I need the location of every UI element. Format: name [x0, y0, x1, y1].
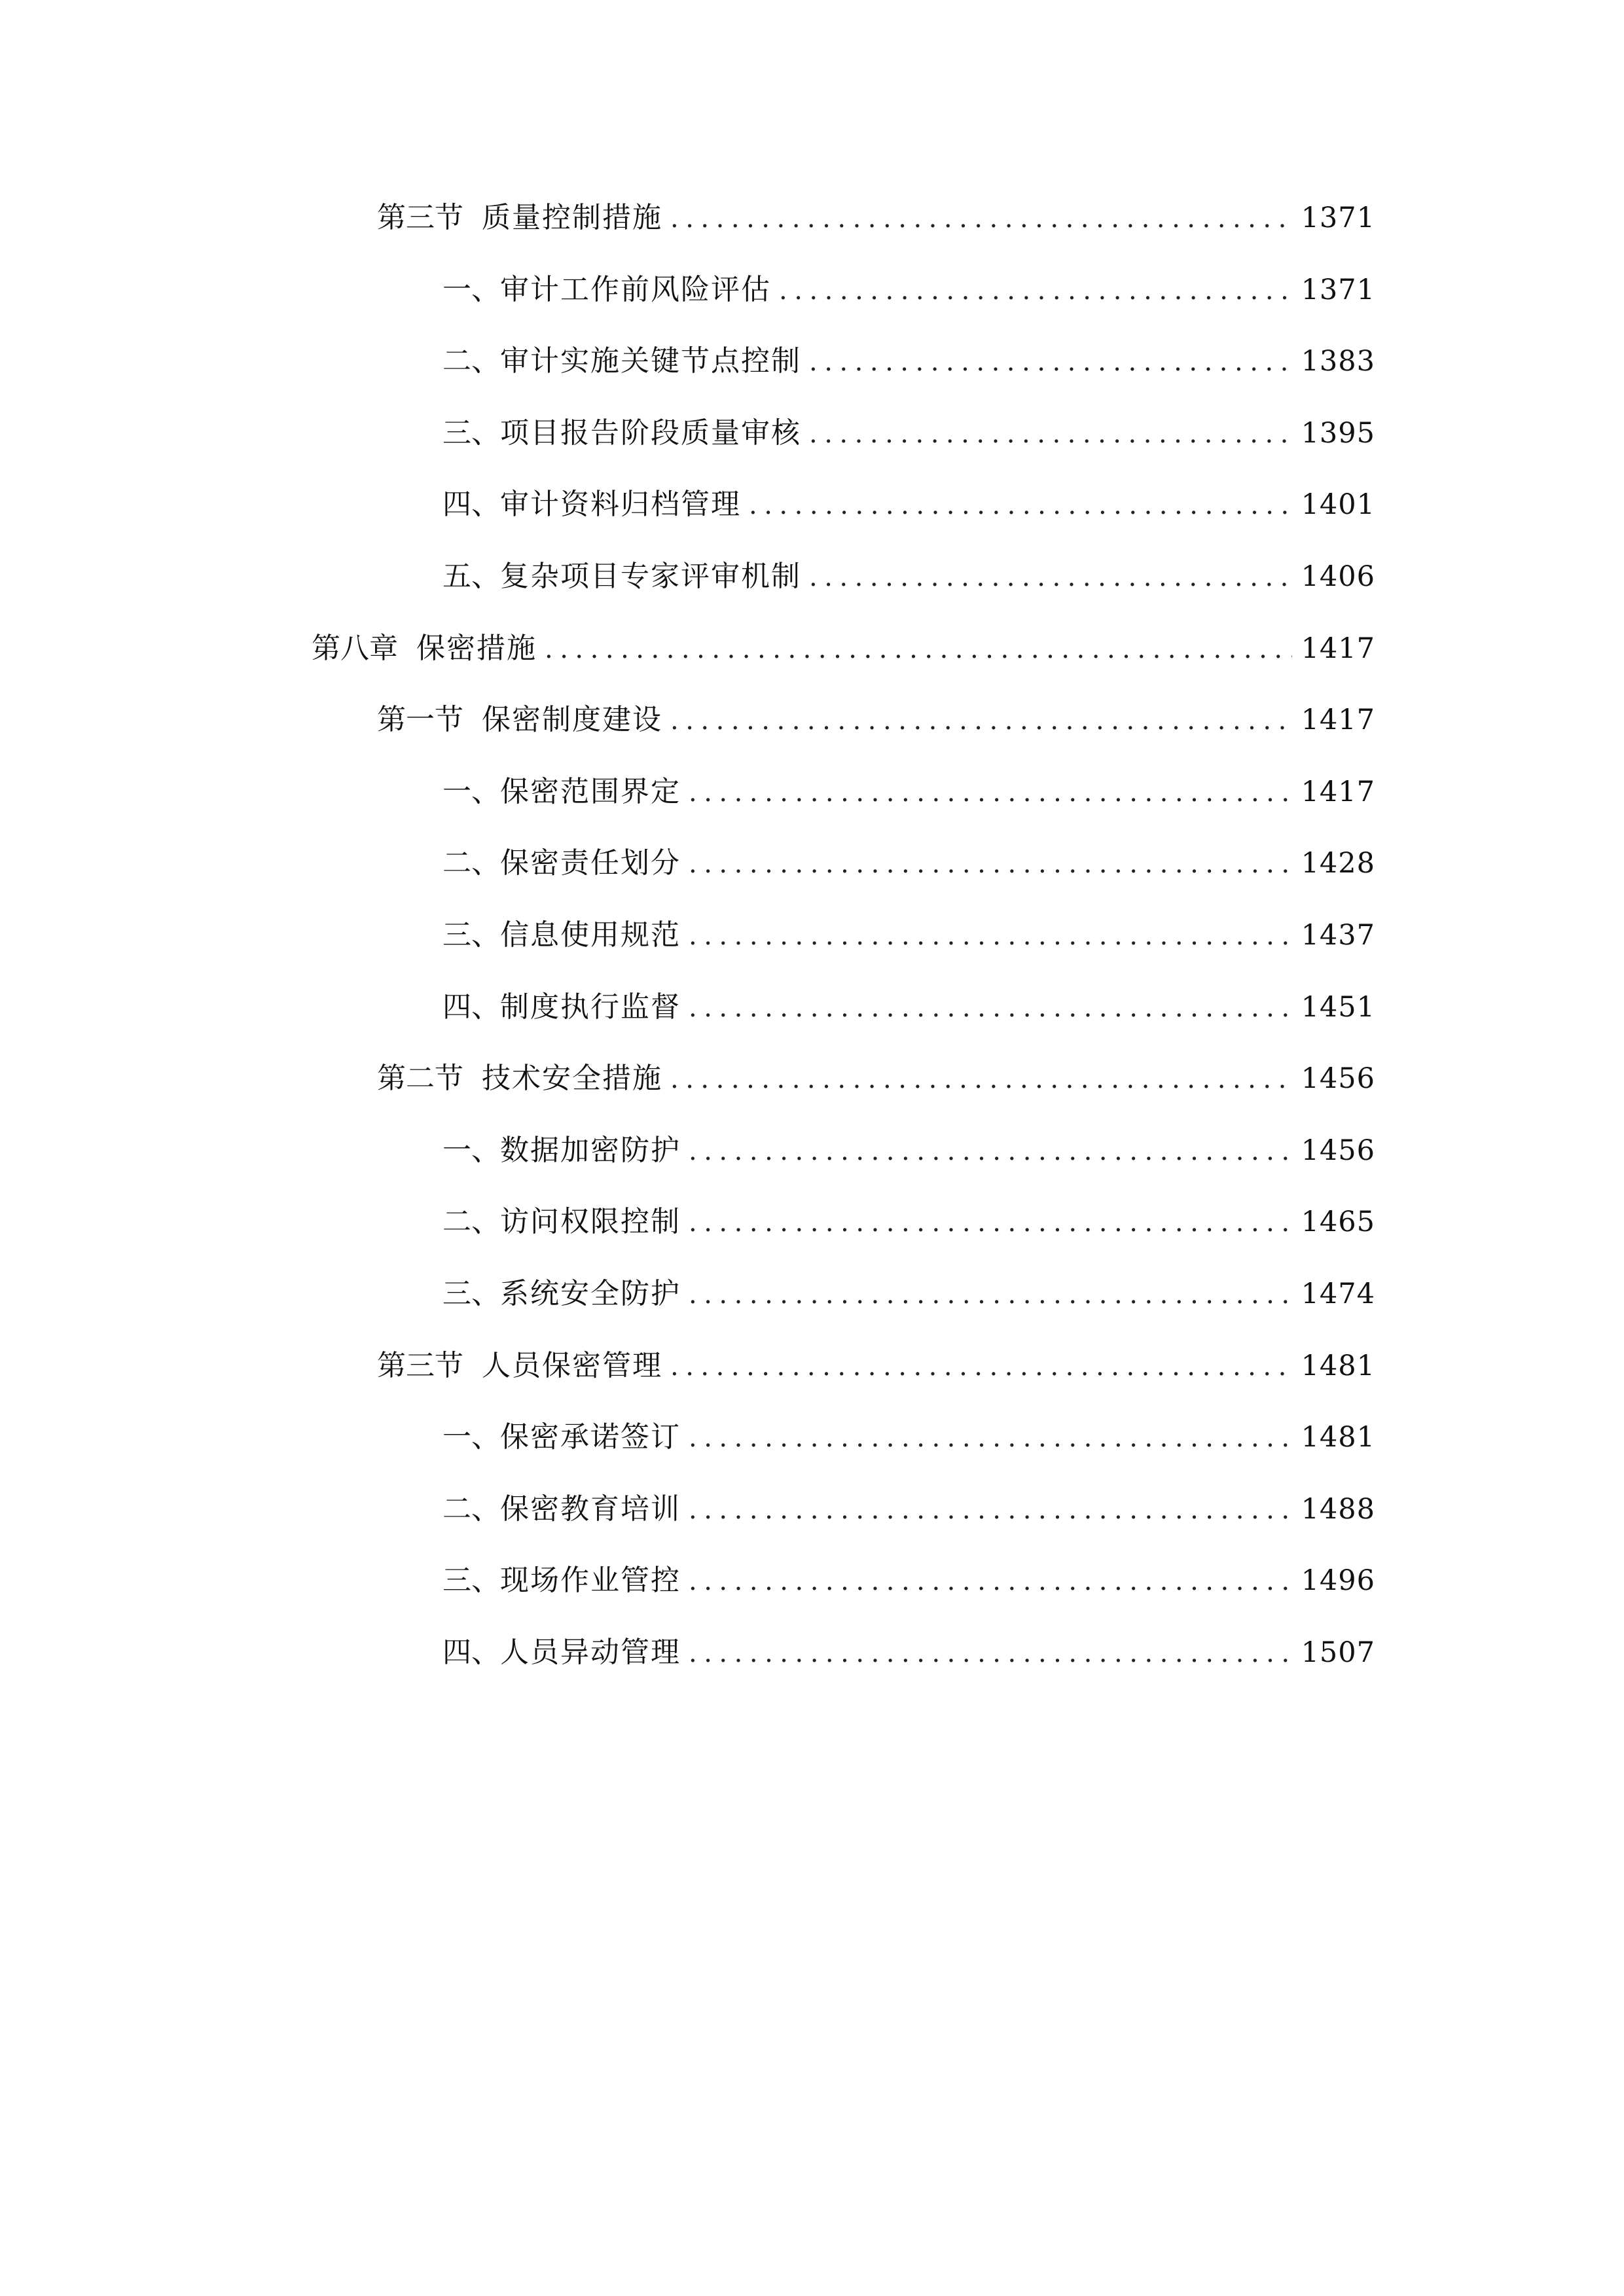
- toc-entry-page-number: 1481: [1301, 1421, 1375, 1454]
- dot-leader: [670, 1060, 1292, 1099]
- toc-entry-page-number: 1437: [1301, 919, 1375, 952]
- dot-leader: [779, 271, 1292, 310]
- toc-entry[interactable]: [312, 629, 1375, 668]
- dot-leader: [689, 1418, 1292, 1458]
- dot-leader: [670, 199, 1292, 238]
- dot-leader: [809, 342, 1292, 382]
- toc-entry-title: 复杂项目专家评审机制: [500, 560, 801, 593]
- toc-entry-page-number: 1371: [1301, 202, 1375, 234]
- toc-entry-number: 三、: [442, 1564, 500, 1597]
- dot-leader: [689, 1634, 1292, 1673]
- toc-entry-number: 第八章: [312, 632, 398, 665]
- toc-entry-page-number: 1417: [1301, 704, 1375, 736]
- dot-leader: [670, 1347, 1292, 1386]
- toc-entry[interactable]: [442, 772, 1375, 812]
- toc-entry-title: 审计资料归档管理: [500, 488, 741, 521]
- toc-entry-title: 数据加密防护: [500, 1134, 681, 1167]
- toc-entry-number: 二、: [442, 846, 500, 880]
- toc-entry-number: 二、: [442, 344, 500, 378]
- toc-entry[interactable]: [442, 1131, 1375, 1170]
- toc-entry[interactable]: [442, 988, 1375, 1027]
- toc-entry-title: 人员保密管理: [482, 1349, 662, 1382]
- toc-entry[interactable]: [442, 1274, 1375, 1314]
- toc-entry-title: 质量控制措施: [482, 201, 662, 234]
- toc-entry-page-number: 1456: [1301, 1134, 1375, 1167]
- toc-entry-title: 保密责任划分: [500, 846, 681, 880]
- toc-entry-title: 技术安全措施: [482, 1062, 662, 1095]
- dot-leader: [809, 558, 1292, 597]
- toc-entry-number: 一、: [442, 1134, 500, 1167]
- toc-entry-title: 制度执行监督: [500, 990, 681, 1024]
- toc-entry-number: 二、: [442, 1492, 500, 1526]
- toc-entry-page-number: 1401: [1301, 488, 1375, 521]
- toc-entry[interactable]: [442, 1561, 1375, 1600]
- dot-leader: [689, 1275, 1292, 1314]
- dot-leader: [689, 844, 1292, 884]
- toc-entry-number: 三、: [442, 918, 500, 952]
- toc-entry-number: 第三节: [377, 1349, 463, 1382]
- toc-entry-title: 保密措施: [416, 632, 537, 665]
- toc-entry[interactable]: [442, 485, 1375, 524]
- toc-entry[interactable]: [442, 342, 1375, 381]
- toc-entry[interactable]: [377, 198, 1375, 238]
- toc-entry[interactable]: [442, 1490, 1375, 1529]
- toc-entry-page-number: 1465: [1301, 1206, 1375, 1238]
- dot-leader: [809, 414, 1292, 454]
- dot-leader: [749, 486, 1292, 525]
- toc-entry[interactable]: [377, 700, 1375, 740]
- toc-entry-page-number: 1406: [1301, 560, 1375, 593]
- toc-entry[interactable]: [442, 1202, 1375, 1242]
- toc-entry-title: 保密承诺签订: [500, 1420, 681, 1454]
- toc-entry-page-number: 1417: [1301, 632, 1375, 665]
- dot-leader: [689, 916, 1292, 956]
- toc-entry-page-number: 1451: [1301, 991, 1375, 1024]
- toc-entry-number: 四、: [442, 1636, 500, 1669]
- dot-leader: [670, 701, 1292, 740]
- toc-entry-page-number: 1481: [1301, 1350, 1375, 1382]
- toc-entry[interactable]: [442, 270, 1375, 310]
- dot-leader: [689, 1132, 1292, 1171]
- toc-entry-title: 项目报告阶段质量审核: [500, 416, 801, 450]
- toc-entry[interactable]: [442, 557, 1375, 596]
- toc-entry-number: 一、: [442, 775, 500, 808]
- toc-entry[interactable]: [442, 844, 1375, 883]
- dot-leader: [689, 1203, 1292, 1242]
- toc-entry-number: 五、: [442, 560, 500, 593]
- toc-entry[interactable]: [377, 1346, 1375, 1386]
- toc-entry-number: 三、: [442, 1277, 500, 1310]
- toc-entry-number: 一、: [442, 1420, 500, 1454]
- toc-entry-page-number: 1507: [1301, 1636, 1375, 1669]
- toc-entry-title: 系统安全防护: [500, 1277, 681, 1310]
- toc-entry[interactable]: [442, 414, 1375, 453]
- toc-entry-number: 一、: [442, 273, 500, 306]
- dot-leader: [689, 773, 1292, 812]
- toc-entry-page-number: 1496: [1301, 1564, 1375, 1597]
- toc-entry-title: 保密教育培训: [500, 1492, 681, 1526]
- toc-entry-number: 三、: [442, 416, 500, 450]
- toc-entry-page-number: 1371: [1301, 274, 1375, 306]
- toc-entry-page-number: 1488: [1301, 1493, 1375, 1526]
- toc-entry-title: 审计工作前风险评估: [500, 273, 771, 306]
- toc-entry-page-number: 1428: [1301, 847, 1375, 880]
- toc-entry[interactable]: [442, 1418, 1375, 1457]
- toc-entry-page-number: 1456: [1301, 1062, 1375, 1095]
- toc-entry-title: 保密制度建设: [482, 703, 662, 736]
- toc-entry-title: 保密范围界定: [500, 775, 681, 808]
- toc-entry-title: 人员异动管理: [500, 1636, 681, 1669]
- dot-leader: [689, 1490, 1292, 1530]
- toc-entry[interactable]: [442, 1633, 1375, 1672]
- toc-entry-title: 现场作业管控: [500, 1564, 681, 1597]
- toc-entry-title: 信息使用规范: [500, 918, 681, 952]
- toc-entry-number: 二、: [442, 1205, 500, 1238]
- toc-entry-number: 第二节: [377, 1062, 463, 1095]
- toc-entry-page-number: 1383: [1301, 345, 1375, 378]
- dot-leader: [689, 988, 1292, 1028]
- toc-entry-page-number: 1395: [1301, 417, 1375, 450]
- toc-entry-number: 四、: [442, 990, 500, 1024]
- toc-entry-page-number: 1417: [1301, 776, 1375, 808]
- toc-entry-number: 第一节: [377, 703, 463, 736]
- toc-entry-page-number: 1474: [1301, 1278, 1375, 1310]
- toc-entry-number: 四、: [442, 488, 500, 521]
- toc-entry-number: 第三节: [377, 201, 463, 234]
- toc-entry[interactable]: [377, 1059, 1375, 1098]
- toc-entry-title: 访问权限控制: [500, 1205, 681, 1238]
- toc-entry-title: 审计实施关键节点控制: [500, 344, 801, 378]
- toc-entry[interactable]: [442, 916, 1375, 955]
- dot-leader: [689, 1562, 1292, 1601]
- dot-leader: [545, 630, 1292, 669]
